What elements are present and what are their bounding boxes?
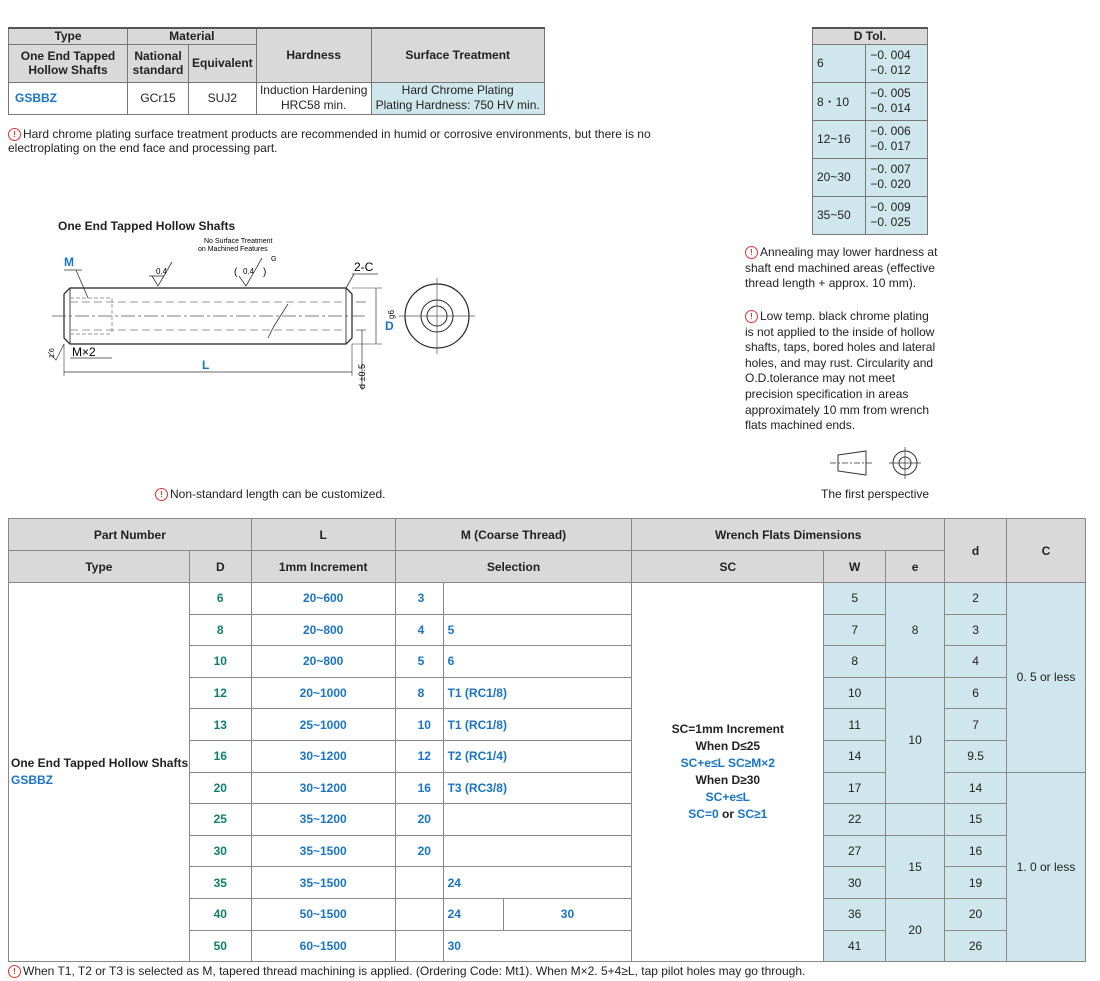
l-header: L (251, 519, 395, 551)
d-cell: 12 (189, 677, 251, 709)
d-small-cell: 7 (945, 709, 1007, 741)
l-cell: 35~1500 (251, 835, 395, 867)
w-cell: 30 (824, 867, 886, 899)
black-chrome-note: ! Low temp. black chrome plating is not applied to the inside of hollow shafts, taps, bored holes and lateral holes, and may rust. Circularity and O.D.tolerance may not meet precision specification in areas approximately 10 mm from wrench flats machined ends. (745, 309, 936, 433)
m-cell: 5 (443, 614, 632, 646)
drawing-text: D (385, 319, 394, 333)
e-header: e (886, 551, 945, 583)
l-cell: 20~800 (251, 646, 395, 678)
d-small-cell: 3 (945, 614, 1007, 646)
part-number-table (8, 518, 1086, 962)
drawing-text: No Surface Treatment (204, 238, 273, 245)
d-small-cell: 9.5 (945, 740, 1007, 772)
m-cell: 16 (395, 772, 443, 804)
d-cell: 25 (189, 804, 251, 836)
m-cell (395, 867, 443, 899)
d-small-cell: 6 (945, 677, 1007, 709)
perspective-label: The first perspective (821, 487, 930, 501)
l-cell: 50~1500 (251, 898, 395, 930)
w-cell: 22 (824, 804, 886, 836)
w-cell: 36 (824, 898, 886, 930)
d-small-cell: 14 (945, 772, 1007, 804)
d-small-cell: 4 (945, 646, 1007, 678)
d-small-cell: 26 (945, 930, 1007, 962)
table-row (9, 583, 1086, 615)
d-cell: 35 (189, 867, 251, 899)
wrench-header: Wrench Flats Dimensions (632, 519, 945, 551)
d-tol-d: 6 (813, 44, 866, 82)
l-cell: 30~1200 (251, 740, 395, 772)
m-cell: 20 (395, 835, 443, 867)
m-cell: 12 (395, 740, 443, 772)
m-cell: 3 (395, 583, 443, 615)
sc-cell: SC=1mm Increment When D≤25 SC+e≤L SC≥M×2 When D≥30 SC+e≤L SC=0 or SC≥1 (632, 583, 824, 962)
e-cell: 8 (886, 583, 945, 678)
caution-icon: ! (745, 310, 758, 323)
type-subheader: One End Tapped Hollow Shafts (9, 44, 128, 82)
annealing-note: ! Annealing may lower hardness at shaft end machined areas (effective thread length + approx. 10 mm). (745, 245, 938, 291)
drawing-text: 1.6 (49, 348, 56, 358)
selection-header: Selection (395, 551, 632, 583)
l-cell: 25~1000 (251, 709, 395, 741)
m-cell: 24 (443, 867, 632, 899)
material-header: Material (128, 28, 257, 44)
national-header: National standard (128, 44, 189, 82)
e-cell (886, 804, 945, 836)
m-cell (443, 583, 632, 615)
d-big-header: D (189, 551, 251, 583)
type-value: GSBBZ (9, 82, 128, 114)
m-cell: 6 (443, 646, 632, 678)
m-cell (395, 898, 443, 930)
l-cell: 35~1500 (251, 867, 395, 899)
w-cell: 41 (824, 930, 886, 962)
nonstandard-note: ! Non-standard length can be customized. (155, 487, 385, 501)
d-cell: 8 (189, 614, 251, 646)
type-header: Type (9, 551, 190, 583)
d-cell: 16 (189, 740, 251, 772)
d-cell: 50 (189, 930, 251, 962)
first-perspective-icon (826, 447, 926, 481)
l-cell: 20~800 (251, 614, 395, 646)
d-small-cell: 16 (945, 835, 1007, 867)
d-tol-d: 8・10 (813, 82, 866, 120)
d-small-header: d (945, 519, 1007, 583)
m-cell (443, 804, 632, 836)
part-number-header: Part Number (9, 519, 252, 551)
hardness-value: Induction Hardening HRC58 min. (256, 82, 371, 114)
m-cell: T1 (RC1/8) (443, 677, 632, 709)
d-tol-title: D Tol. (813, 28, 928, 44)
m-cell: 20 (395, 804, 443, 836)
w-cell: 27 (824, 835, 886, 867)
surface-value: Hard Chrome Plating Plating Hardness: 750 HV min. (371, 82, 544, 114)
national-value: GCr15 (128, 82, 189, 114)
c-header: C (1007, 519, 1086, 583)
d-tol-d: 35~50 (813, 196, 866, 234)
drawing-title: One End Tapped Hollow Shafts (58, 219, 236, 233)
w-cell: 7 (824, 614, 886, 646)
drawing-text: 0.4 (243, 267, 255, 276)
w-cell: 10 (824, 677, 886, 709)
d-cell: 10 (189, 646, 251, 678)
drawing-text: on Machined Features (198, 246, 268, 253)
d-cell: 13 (189, 709, 251, 741)
l-cell: 30~1200 (251, 772, 395, 804)
l-cell: 60~1500 (251, 930, 395, 962)
drawing-text: L (202, 358, 210, 372)
equivalent-value: SUJ2 (189, 82, 257, 114)
w-header: W (824, 551, 886, 583)
hardness-header: Hardness (256, 28, 371, 82)
drawing-text: g6 (387, 310, 396, 319)
w-cell: 17 (824, 772, 886, 804)
m-cell: T2 (RC1/4) (443, 740, 632, 772)
d-small-cell: 2 (945, 583, 1007, 615)
d-small-cell: 20 (945, 898, 1007, 930)
drawing-text: G (271, 256, 277, 263)
m-cell (395, 930, 443, 962)
d-cell: 30 (189, 835, 251, 867)
equivalent-header: Equivalent (189, 44, 257, 82)
m-header: M (Coarse Thread) (395, 519, 632, 551)
m-cell (443, 835, 632, 867)
bottom-note: ! When T1, T2 or T3 is selected as M, tapered thread machining is applied. (Ordering Code: Mt1). When M×2. 5+4≥L, tap pilot holes may go through. (8, 964, 1098, 978)
svg-text:): ) (263, 267, 267, 278)
shaft-drawing (36, 234, 476, 394)
type-header: Type (9, 28, 128, 44)
e-cell: 15 (886, 835, 945, 898)
w-cell: 11 (824, 709, 886, 741)
d-tolerance-table: D Tol. 6 −0. 004 −0. 012 8・10 −0. 005 −0. 014 12~16 −0. 006 −0. 017 20~30 −0. 007 −0. 020 35~50 −0. 009 −0. 025 (812, 27, 928, 235)
material-table (8, 27, 545, 115)
surface-header: Surface Treatment (371, 28, 544, 82)
d-tol-d: 12~16 (813, 120, 866, 158)
drawing-text: 2-C (354, 260, 374, 274)
m-cell: T3 (RC3/8) (443, 772, 632, 804)
d-cell: 40 (189, 898, 251, 930)
d-cell: 6 (189, 583, 251, 615)
caution-icon: ! (155, 488, 168, 501)
m-cell: 4 (395, 614, 443, 646)
d-small-cell: 19 (945, 867, 1007, 899)
w-cell: 8 (824, 646, 886, 678)
caution-icon: ! (8, 965, 21, 978)
m-cell: 10 (395, 709, 443, 741)
drawing-text: M×2 (72, 345, 96, 359)
caution-icon: ! (745, 246, 758, 259)
l-cell: 20~600 (251, 583, 395, 615)
plating-note: ! Hard chrome plating surface treatment products are recommended in humid or corrosive environments, but there is no electroplating on the end face and processing part. (8, 127, 651, 155)
m-cell: 30 (503, 898, 632, 930)
caution-icon: ! (8, 128, 21, 141)
m-cell: 5 (395, 646, 443, 678)
d-small-cell: 15 (945, 804, 1007, 836)
d-cell: 20 (189, 772, 251, 804)
c-cell: 1. 0 or less (1007, 772, 1086, 962)
sc-header: SC (632, 551, 824, 583)
c-cell: 0. 5 or less (1007, 583, 1086, 773)
e-cell: 20 (886, 898, 945, 961)
w-cell: 14 (824, 740, 886, 772)
m-cell: 24 (443, 898, 503, 930)
l-cell: 35~1200 (251, 804, 395, 836)
svg-text:(: ( (234, 267, 238, 278)
m-cell: T1 (RC1/8) (443, 709, 632, 741)
type-cell: One End Tapped Hollow Shafts GSBBZ (9, 583, 190, 962)
increment-header: 1mm Increment (251, 551, 395, 583)
drawing-text: d ±0.5 (357, 364, 367, 389)
e-cell: 10 (886, 677, 945, 803)
drawing-text: M (64, 255, 74, 269)
w-cell: 5 (824, 583, 886, 615)
l-cell: 20~1000 (251, 677, 395, 709)
m-cell: 30 (443, 930, 632, 962)
d-tol-d: 20~30 (813, 158, 866, 196)
m-cell: 8 (395, 677, 443, 709)
drawing-text: 0.4 (156, 267, 168, 276)
